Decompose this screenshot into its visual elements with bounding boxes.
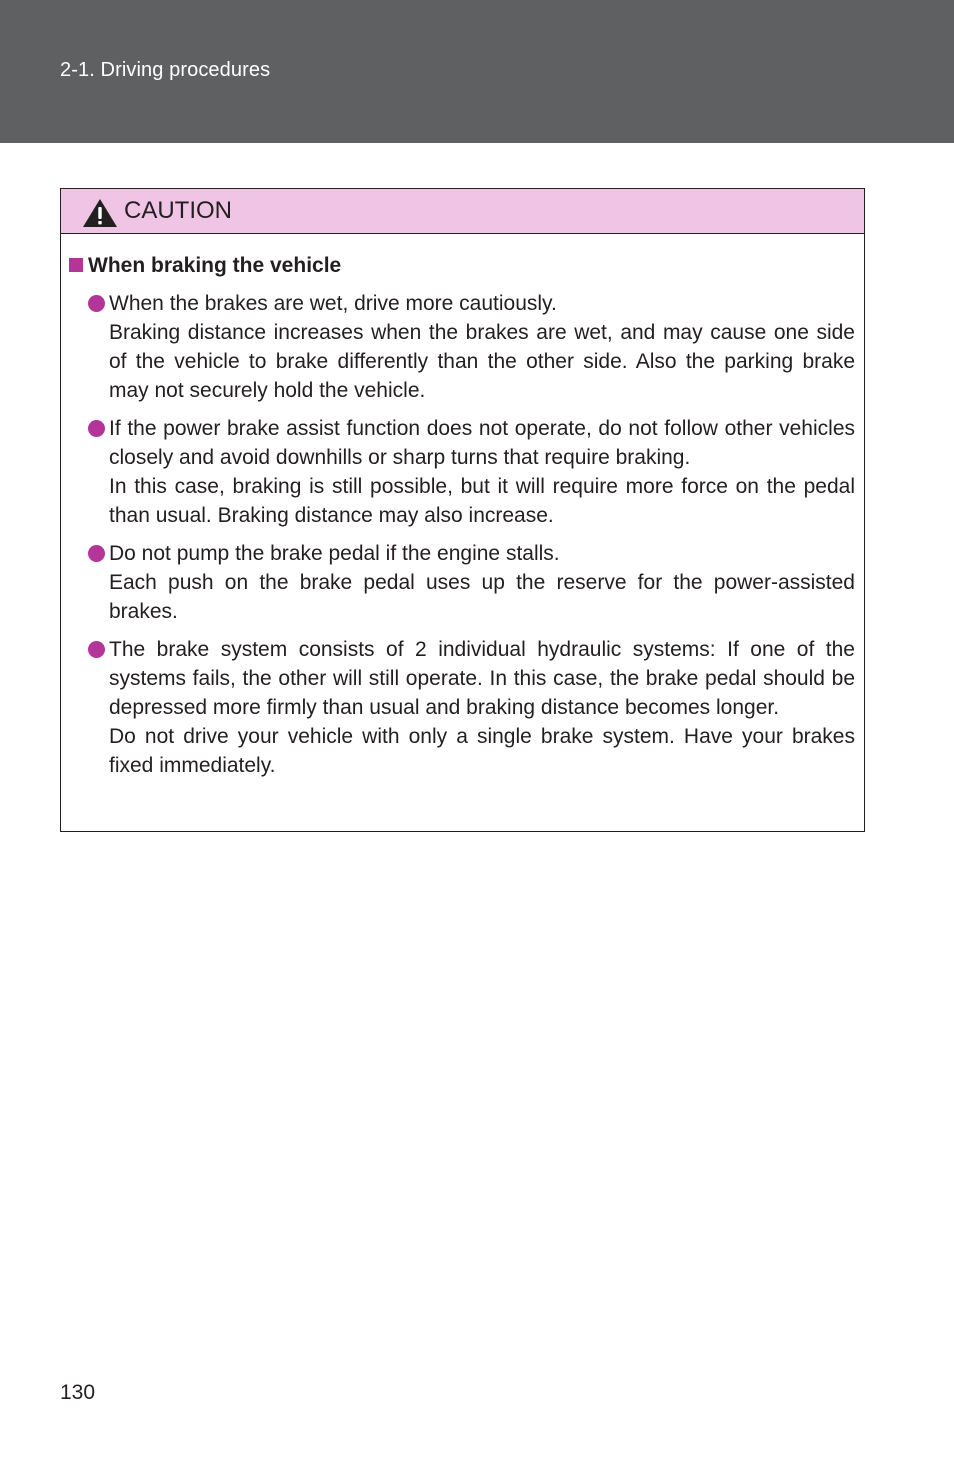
caution-item-detail: Each push on the brake pedal uses up the reserve for the power-assisted brakes. bbox=[109, 571, 855, 623]
caution-item bbox=[109, 414, 855, 530]
caution-item bbox=[109, 635, 855, 780]
circle-bullet-icon bbox=[88, 641, 105, 658]
circle-bullet-icon bbox=[88, 420, 105, 437]
section-title: 2-1. Driving procedures bbox=[60, 59, 271, 81]
subheading-text: When braking the vehicle bbox=[88, 254, 342, 277]
caution-item-detail: Do not drive your vehicle with only a single brake system. Have your brakes fixed immediately. bbox=[109, 725, 855, 777]
caution-item-lead: If the power brake assist function does not operate, do not follow other vehicles closely and avoid downhills or sharp turns that require braking. bbox=[109, 417, 855, 469]
caution-item bbox=[109, 289, 855, 405]
caution-subheading bbox=[61, 251, 864, 280]
caution-item-lead: Do not pump the brake pedal if the engine stalls. bbox=[109, 542, 560, 565]
caution-body bbox=[61, 234, 864, 780]
caution-label: CAUTION bbox=[124, 197, 232, 224]
square-bullet-icon bbox=[69, 258, 83, 272]
caution-item-detail: In this case, braking is still possible, but it will require more force on the pedal than usual. Braking distance may also increase. bbox=[109, 475, 855, 527]
caution-item bbox=[109, 539, 855, 626]
circle-bullet-icon bbox=[88, 295, 105, 312]
caution-box bbox=[60, 188, 865, 832]
page-number: 130 bbox=[60, 1381, 96, 1404]
caution-item-detail: Braking distance increases when the brakes are wet, and may cause one side of the vehicle to brake differently than the other side. Also the parking brake may not securely hold the vehicle. bbox=[109, 321, 855, 402]
caution-header bbox=[61, 189, 864, 234]
caution-item-lead: When the brakes are wet, drive more cautiously. bbox=[109, 292, 557, 315]
circle-bullet-icon bbox=[88, 545, 105, 562]
caution-items bbox=[61, 289, 864, 780]
caution-item-lead: The brake system consists of 2 individual hydraulic systems: If one of the systems fails, the other will still operate. In this case, the brake pedal should be depressed more firmly than usual and braking distance becomes longer. bbox=[109, 638, 855, 719]
header-band bbox=[0, 0, 954, 143]
warning-triangle-icon bbox=[82, 198, 118, 228]
